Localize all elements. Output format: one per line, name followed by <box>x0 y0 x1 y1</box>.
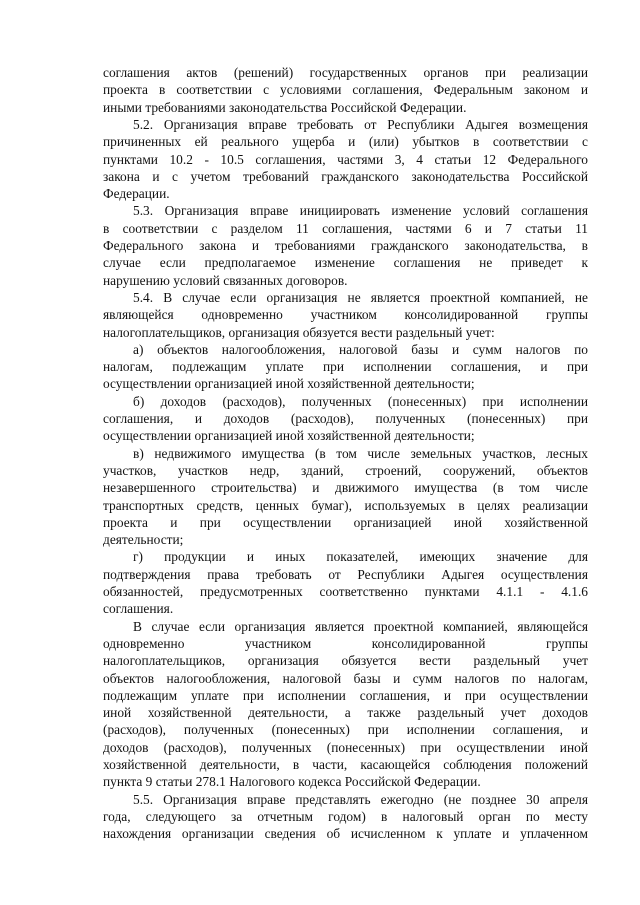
text-line: Федерации. <box>103 186 170 202</box>
text-line: осуществлении организацией иной хозяйственной деятельности; <box>103 376 475 392</box>
text-line: незавершенного строительства) и движимого имущества (в том числе <box>103 480 588 496</box>
text-line: б) доходов (расходов), полученных (понесенных) при исполнении <box>133 393 588 409</box>
text-line: соглашения, и доходов (расходов), полученных (понесенных) при <box>103 411 588 426</box>
text-line: закона и с учетом требований гражданского законодательства Российской <box>103 168 588 184</box>
text-line: соглашения. <box>103 601 174 617</box>
text-line: года, следующего за отчетным годом) в налоговый орган по месту <box>103 808 588 824</box>
text-line: 5.4. В случае если организация не является проектной компанией, не <box>133 289 588 305</box>
text-line: осуществлении организацией иной хозяйственной деятельности; <box>103 428 475 444</box>
text-line: 5.3. Организация вправе инициировать изменение условий соглашения <box>133 203 588 219</box>
text-line: 5.5. Организация вправе представлять ежегодно (не позднее 30 апреля <box>133 791 588 807</box>
text-line: г) продукции и иных показателей, имеющих значение для <box>133 549 588 565</box>
text-line: налогоплательщиков, организация обязуется вести раздельный учет <box>103 653 588 669</box>
text-line: хозяйственной деятельности, в части, касающейся соблюдения положений <box>103 757 588 772</box>
text-line: (расходов), полученных (понесенных) при исполнении соглашения, и <box>103 722 588 738</box>
text-line: пункта 9 статьи 278.1 Налогового кодекса Российской Федерации. <box>103 774 481 790</box>
text-line: одновременно участником консолидированной группы <box>103 635 588 651</box>
text-line: иной хозяйственной деятельности, а также раздельный учет доходов <box>103 705 588 721</box>
text-line: в соответствии с разделом 11 соглашения, частями 6 и 7 статьи 11 <box>103 220 588 236</box>
text-line: соглашения актов (решений) государственных органов при реализации <box>103 65 588 80</box>
text-line: проекта и при осуществлении организацией иной хозяйственной <box>103 514 588 530</box>
text-line: подтверждения права требовать от Республики Адыгея осуществления <box>103 566 588 582</box>
text-line: являющейся одновременно участником консолидированной группы <box>103 307 588 323</box>
text-line: случае если предполагаемое изменение соглашения не приведет к <box>103 255 588 271</box>
text-line: участков, участков недр, зданий, строений, сооружений, объектов <box>103 462 588 478</box>
text-line: проекта в соответствии с условиями соглашения, Федеральным законом и <box>103 82 588 98</box>
text-line: пунктами 10.2 - 10.5 соглашения, частями 3, 4 статьи 12 Федерального <box>103 151 588 167</box>
text-line: причиненных ей реального ущерба и (или) убытков в соответствии с <box>103 134 588 150</box>
text-line: иными требованиями законодательства Российской Федерации. <box>103 99 467 115</box>
text-line: а) объектов налогообложения, налоговой базы и сумм налогов по <box>133 341 588 357</box>
text-line: Федерального закона и требованиями гражданского законодательства, в <box>103 238 588 253</box>
text-line: в) недвижимого имущества (в том числе земельных участков, лесных <box>133 445 588 461</box>
text-line: деятельности; <box>103 532 184 548</box>
text-line: доходов (расходов), полученных (понесенных) при осуществлении иной <box>103 739 588 755</box>
text-line: обязанностей, предусмотренных соответственно пунктами 4.1.1 - 4.1.6 <box>103 584 588 599</box>
text-line: транспортных средств, ценных бумаг), используемых в целях реализации <box>103 497 588 513</box>
text-line: нарушению условий связанных договоров. <box>103 272 348 288</box>
text-line: В случае если организация является проектной компанией, являющейся <box>133 618 588 634</box>
text-line: налогам, подлежащим уплате при исполнении соглашения, и при <box>103 359 588 375</box>
text-line: налогоплательщиков, организация обязуется вести раздельный учет: <box>103 324 495 340</box>
text-line: подлежащим уплате при исполнении соглашения, и при осуществлении <box>103 687 588 703</box>
text-line: нахождения организации сведения об исчисленном к уплате и уплаченном <box>103 826 588 842</box>
text-line: 5.2. Организация вправе требовать от Республики Адыгея возмещения <box>133 116 588 132</box>
text-line: объектов налогообложения, налоговой базы и сумм налогов по налогам, <box>103 670 588 686</box>
